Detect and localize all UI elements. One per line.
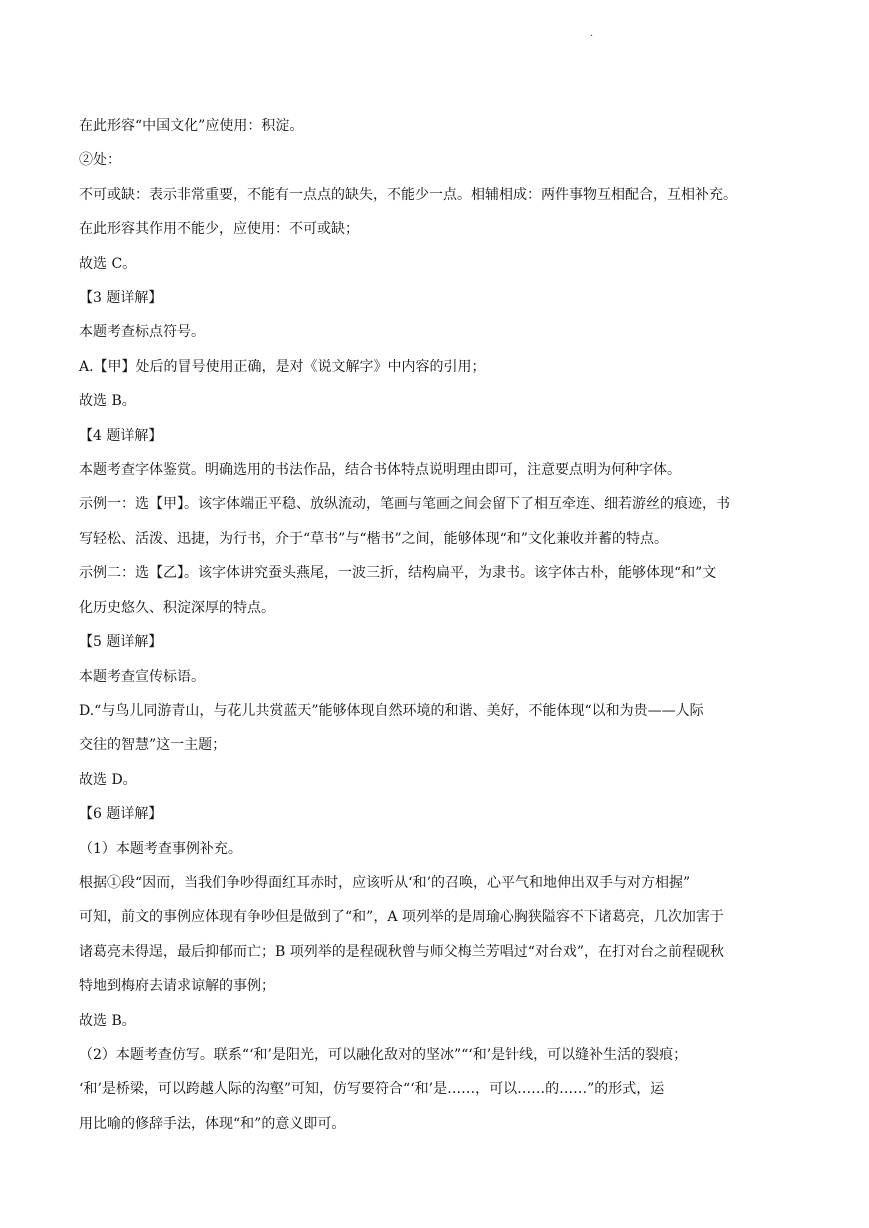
text-line: ②处：: [79, 152, 121, 169]
text-line: 在此形容其作用不能少，应使用：不可或缺；: [79, 221, 359, 238]
text-line: 可知，前文的事例应体现有争吵但是做到了“和”，A 项列举的是周瑜心胸狭隘容不下诸葛亮，几次加害于: [79, 909, 724, 926]
text-line: 故选 D。: [79, 771, 137, 788]
text-line: 在此形容“中国文化”应使用：积淀。: [79, 118, 304, 134]
text-line: D.“与鸟儿同游青山，与花儿共赏蓝天”能够体现自然环境的和谐、美好，不能体现“以和为贵——人际: [79, 702, 704, 719]
header-mark: .: [590, 28, 594, 39]
text-line: 特地到梅府去请求谅解的事例；: [79, 978, 275, 995]
text-line: 示例一：选【甲】。该字体端正平稳、放纵流动，笔画与笔画之间会留下了相互牵连、细若游丝的痕迹，书: [79, 496, 730, 513]
text-line: 诸葛亮未得逞，最后抑郁而亡；B 项列举的是程砚秋曾与师父梅兰芳唱过“对台戏”，在打对台之前程砚秋: [79, 943, 725, 960]
answer-explanation-text: [79, 109, 791, 1141]
section-heading: 【3 题详解】: [79, 290, 163, 307]
text-line: 示例二：选【乙】。该字体讲究蚕头燕尾，一波三折，结构扁平，为隶书。该字体古朴，能够体现“和”文: [79, 565, 717, 582]
section-heading: 【4 题详解】: [79, 427, 163, 444]
text-line: 根据①段“因而，当我们争吵得面红耳赤时，应该听从‘和’的召唤，心平气和地伸出双手与对方相握”: [79, 874, 691, 891]
text-line: 化历史悠久、积淀深厚的特点。: [79, 599, 275, 616]
text-line: 故选 C。: [79, 255, 137, 272]
text-line: 故选 B。: [79, 393, 136, 410]
text-line: 故选 B。: [79, 1012, 136, 1029]
text-line: （1）本题考查事例补充。: [79, 840, 242, 857]
text-line: 本题考查宣传标语。: [79, 668, 205, 685]
text-line: 本题考查标点符号。: [79, 324, 205, 341]
section-heading: 【5 题详解】: [79, 634, 163, 651]
text-line: 不可或缺：表示非常重要，不能有一点点的缺失，不能少一点。相辅相成：两件事物互相配合，互相补充。: [79, 186, 737, 203]
text-line: （2）本题考查仿写。联系“‘和’是阳光，可以融化敌对的坚冰”“‘和’是针线，可以缝补生活的裂痕；: [79, 1046, 688, 1063]
text-line: 本题考查字体鉴赏。明确选用的书法作品，结合书体特点说明理由即可，注意要点明为何种字体。: [79, 462, 681, 479]
section-heading: 【6 题详解】: [79, 806, 163, 823]
text-line: 交往的智慧”这一主题；: [79, 737, 227, 754]
text-line: 用比喻的修辞手法，体现“和”的意义即可。: [79, 1115, 346, 1132]
text-line: ‘和’是桥梁，可以跨越人际的沟壑”可知，仿写要符合“‘和’是……，可以……的……”的形式，运: [79, 1081, 665, 1098]
text-line: 写轻松、活泼、迅捷，为行书，介于“草书”与“楷书”之间，能够体现“和”文化兼收并蓄的特点。: [79, 530, 668, 547]
text-line: A.【甲】处后的冒号使用正确，是对《说文解字》中内容的引用；: [79, 358, 486, 375]
